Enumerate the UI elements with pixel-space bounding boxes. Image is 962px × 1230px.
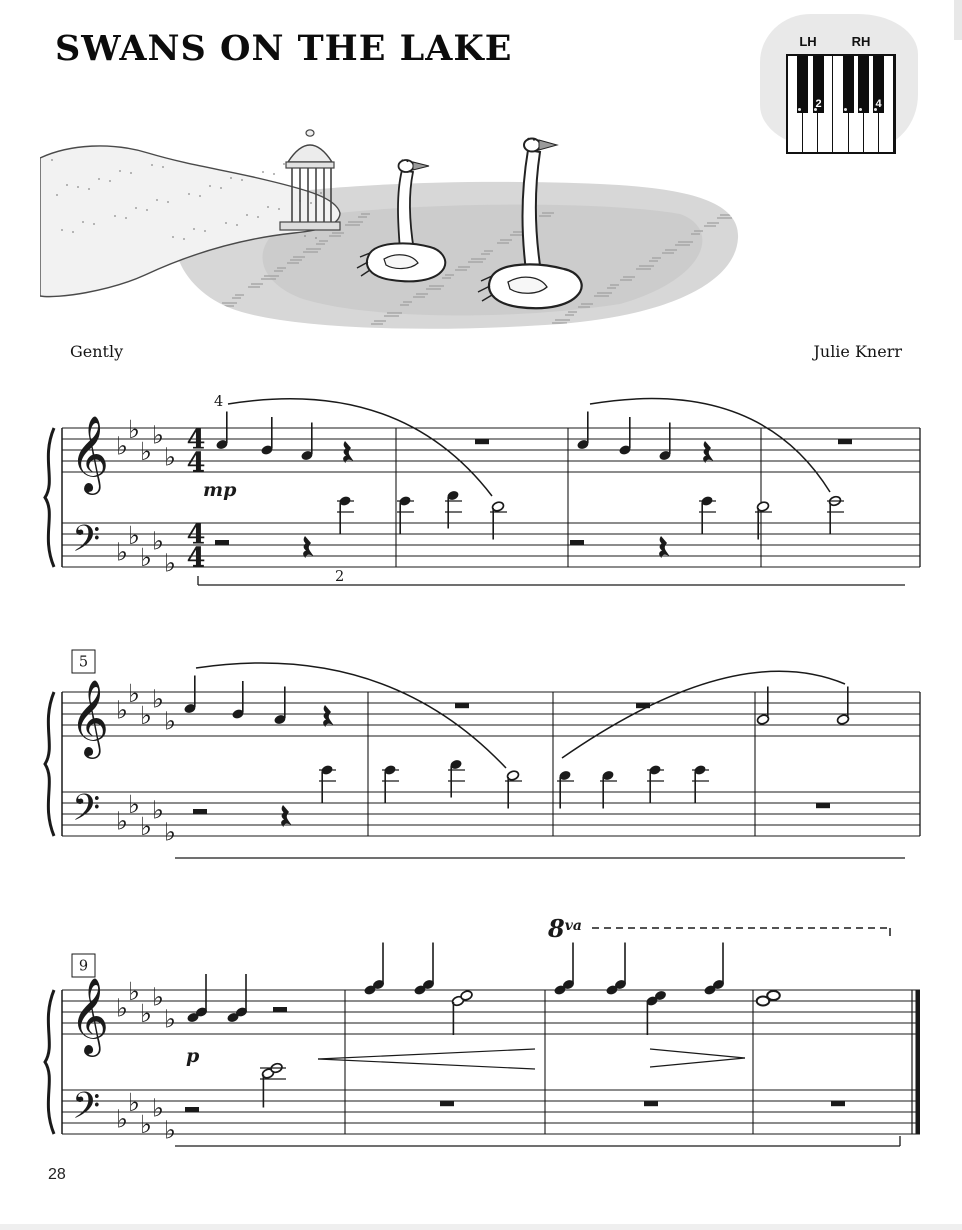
svg-text:♭: ♭ <box>152 684 164 714</box>
svg-text:♭: ♭ <box>140 543 152 572</box>
svg-text:♭: ♭ <box>116 431 128 461</box>
svg-text:9: 9 <box>78 958 89 975</box>
svg-text:♭: ♭ <box>152 982 164 1012</box>
svg-text:♭: ♭ <box>164 706 176 736</box>
lh-label: LH <box>799 34 817 49</box>
svg-text:♭: ♭ <box>116 1104 128 1134</box>
svg-text:♭: ♭ <box>164 1115 176 1145</box>
grand-staff-measures-5-8 <box>45 650 920 858</box>
svg-text:♭: ♭ <box>128 1088 140 1117</box>
svg-text:♭: ♭ <box>128 790 140 819</box>
svg-text:♭: ♭ <box>140 812 152 841</box>
ottava-line <box>547 914 890 943</box>
grand-staff-measures-9-12 <box>45 914 920 1146</box>
lh-bracket-line <box>175 1136 900 1146</box>
svg-text:♭: ♭ <box>140 999 152 1028</box>
dynamic-marking: p <box>186 1045 200 1067</box>
system-brace <box>45 692 54 836</box>
svg-text:♭: ♭ <box>140 1110 152 1139</box>
svg-text:♭: ♭ <box>152 526 164 556</box>
svg-text:♭: ♭ <box>152 420 164 450</box>
crescendo-hairpin <box>318 1049 535 1069</box>
svg-text:♭: ♭ <box>128 679 140 708</box>
dynamic-marking: mp <box>203 479 237 501</box>
svg-text:♭: ♭ <box>128 521 140 550</box>
page-title: SWANS ON THE LAKE <box>55 28 513 69</box>
svg-text:4: 4 <box>186 424 206 456</box>
svg-text:4: 4 <box>186 447 206 479</box>
svg-text:♭: ♭ <box>164 548 176 578</box>
decrescendo-hairpin <box>650 1049 745 1067</box>
svg-text:♭: ♭ <box>116 993 128 1023</box>
measure-number-box <box>72 954 95 977</box>
svg-text:♭: ♭ <box>140 437 152 466</box>
finger-number-label: 2 <box>335 569 345 585</box>
treble-clef-icon: 𝄞 <box>70 679 110 756</box>
key-signature <box>116 977 176 1145</box>
svg-text:♭: ♭ <box>164 1004 176 1034</box>
page-number: 28 <box>48 1166 66 1183</box>
finger-number: 4 <box>875 98 882 110</box>
svg-text:♭: ♭ <box>164 442 176 472</box>
svg-text:♭: ♭ <box>140 701 152 730</box>
lh-bracket-line <box>198 576 905 585</box>
notes-and-rests <box>185 943 845 1113</box>
svg-text:5: 5 <box>78 654 89 671</box>
svg-text:4: 4 <box>186 519 206 551</box>
page-edge-shading <box>954 0 962 40</box>
rh-label: RH <box>851 34 871 49</box>
notes-and-rests <box>215 412 852 559</box>
svg-text:♭: ♭ <box>128 977 140 1006</box>
svg-text:♭: ♭ <box>164 817 176 847</box>
svg-text:♭: ♭ <box>152 1093 164 1123</box>
measure-number-box <box>72 650 95 673</box>
staff-lines <box>62 692 920 836</box>
svg-text:♭: ♭ <box>128 415 140 444</box>
composer-credit: Julie Knerr <box>813 342 902 361</box>
slur <box>590 399 830 492</box>
treble-clef-icon: 𝄞 <box>70 977 110 1054</box>
key-signature <box>116 679 176 847</box>
finger-number-label: 4 <box>214 394 224 410</box>
page-bottom-shading <box>0 1224 962 1230</box>
slur <box>562 671 845 758</box>
bass-clef-icon: 𝄢 <box>72 518 101 569</box>
notes-and-rests <box>183 676 849 828</box>
tempo-marking: Gently <box>70 342 124 361</box>
bass-clef-icon: 𝄢 <box>72 787 101 838</box>
bass-clef-icon: 𝄢 <box>72 1085 101 1136</box>
svg-text:♭: ♭ <box>116 537 128 567</box>
svg-text:♭: ♭ <box>116 695 128 725</box>
system-brace <box>45 990 54 1134</box>
grand-staff-measures-1-4 <box>45 394 920 585</box>
finger-number: 2 <box>815 98 822 110</box>
system-brace <box>45 428 54 567</box>
svg-text:4: 4 <box>186 542 206 574</box>
svg-text:8va: $8^{va}$ <box>548 914 582 943</box>
treble-clef-icon: 𝄞 <box>70 415 110 492</box>
svg-text:♭: ♭ <box>152 795 164 825</box>
svg-text:♭: ♭ <box>116 806 128 836</box>
clefs <box>70 415 109 569</box>
